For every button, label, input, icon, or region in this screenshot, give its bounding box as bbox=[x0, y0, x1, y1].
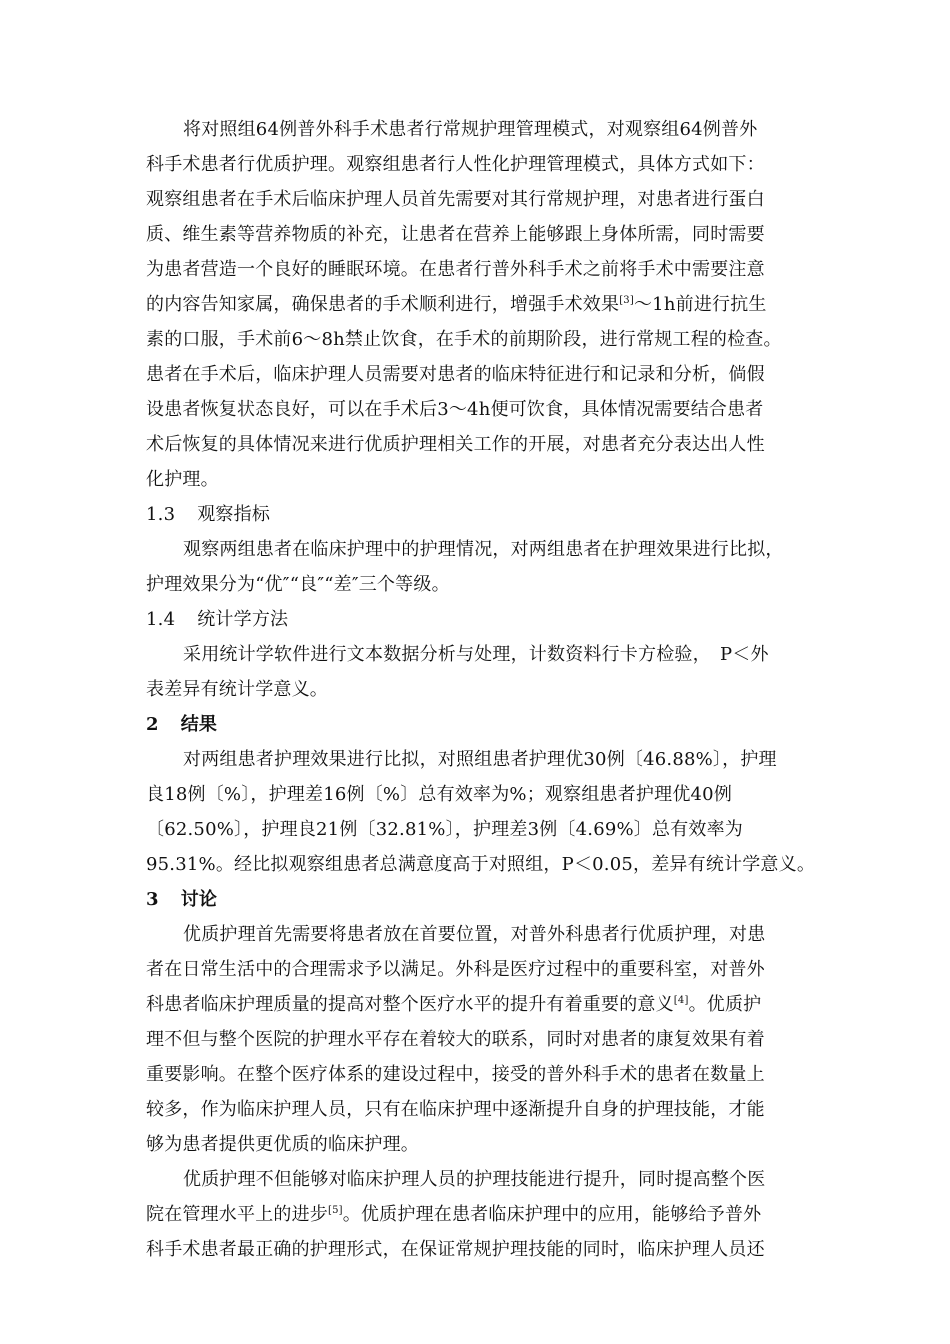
section-number: 1.3 bbox=[146, 504, 176, 525]
para5-line-3 bbox=[146, 993, 761, 1017]
para5-line-3-text-a: 科患者临床护理质量的提高对整个医疗水平的提升有着重要的意义 bbox=[146, 994, 674, 1015]
para1-line-2: 科手术患者行优质护理。观察组患者行人性化护理管理模式，具体方式如下： bbox=[146, 154, 765, 175]
para6-line-2 bbox=[146, 1203, 761, 1227]
para1-line-11: 化护理。 bbox=[146, 469, 219, 490]
section-number: 3 bbox=[146, 889, 159, 910]
para4-line-1: 对两组患者护理效果进行比拟，对照组患者护理优30例〔46.88%〕，护理 bbox=[183, 749, 777, 770]
section-1-3-heading bbox=[146, 503, 270, 527]
section-title: 讨论 bbox=[180, 889, 218, 910]
section-title: 统计学方法 bbox=[197, 609, 289, 630]
para6-line-1: 优质护理不但能够对临床护理人员的护理技能进行提升，同时提高整个医 bbox=[183, 1169, 766, 1190]
para5-line-1: 优质护理首先需要将患者放在首要位置，对普外科患者行优质护理，对患 bbox=[183, 924, 766, 945]
section-2-heading bbox=[146, 713, 217, 737]
para1-line-9: 设患者恢复状态良好，可以在手术后3〜4h便可饮食，具体情况需要结合患者 bbox=[146, 399, 764, 420]
para4-line-4: 95.31%。经比拟观察组患者总满意度高于对照组，P＜0.05，差异有统计学意义。 bbox=[146, 854, 816, 875]
para3-line-1: 采用统计学软件进行文本数据分析与处理，计数资料行卡方检验， P＜外 bbox=[183, 644, 769, 665]
para1-line-6 bbox=[146, 293, 767, 317]
para5-line-3-text-b: 。优质护 bbox=[688, 994, 762, 1015]
para2-line-2: 护理效果分为“优″“良″“差″三个等级。 bbox=[146, 574, 450, 595]
para1-line-3: 观察组患者在手术后临床护理人员首先需要对其行常规护理，对患者进行蛋白 bbox=[146, 189, 765, 210]
para1-line-4: 质、维生素等营养物质的补充，让患者在营养上能够跟上身体所需，同时需要 bbox=[146, 224, 765, 245]
para5-line-5: 重要影响。在整个医疗体系的建设过程中，接受的普外科手术的患者在数量上 bbox=[146, 1064, 765, 1085]
citation-4[interactable]: [4] bbox=[673, 995, 689, 1006]
para2-line-1: 观察两组患者在临床护理中的护理情况，对两组患者在护理效果进行比拟， bbox=[183, 539, 784, 560]
para6-line-2-text-b: 。优质护理在患者临床护理中的应用，能够给予普外 bbox=[342, 1204, 762, 1225]
para1-line-6-text-a: 的内容告知家属，确保患者的手术顺利进行，增强手术效果 bbox=[146, 294, 620, 315]
para5-line-6: 较多，作为临床护理人员，只有在临床护理中逐渐提升自身的护理技能，才能 bbox=[146, 1099, 765, 1120]
para4-line-2: 良18例〔%〕，护理差16例〔%〕总有效率为%；观察组患者护理优40例 bbox=[146, 784, 733, 805]
para4-line-3: 〔62.50%〕，护理良21例〔32.81%〕，护理差3例〔4.69%〕总有效率为 bbox=[146, 819, 744, 840]
para5-line-4: 理不但与整个医院的护理水平存在着较大的联系，同时对患者的康复效果有着 bbox=[146, 1029, 765, 1050]
section-3-heading bbox=[146, 888, 217, 912]
section-title: 观察指标 bbox=[197, 504, 271, 525]
para1-line-6-text-b: 〜1h前进行抗生 bbox=[633, 294, 767, 315]
para1-line-5: 为患者营造一个良好的睡眠环境。在患者行普外科手术之前将手术中需要注意 bbox=[146, 259, 765, 280]
para1-line-8: 患者在手术后，临床护理人员需要对患者的临床特征进行和记录和分析，倘假 bbox=[146, 364, 765, 385]
para3-line-2: 表差异有统计学意义。 bbox=[146, 679, 328, 700]
para6-line-3: 科手术患者最正确的护理形式，在保证常规护理技能的同时，临床护理人员还 bbox=[146, 1239, 765, 1260]
section-1-4-heading bbox=[146, 608, 288, 632]
para1-line-7: 素的口服，手术前6〜8h禁止饮食，在手术的前期阶段，进行常规工程的检查。 bbox=[146, 329, 782, 350]
section-title: 结果 bbox=[180, 714, 218, 735]
section-number: 2 bbox=[146, 714, 159, 735]
para1-line-1: 将对照组64例普外科手术患者行常规护理管理模式，对观察组64例普外 bbox=[183, 119, 758, 140]
section-number: 1.4 bbox=[146, 609, 176, 630]
para1-line-10: 术后恢复的具体情况来进行优质护理相关工作的开展，对患者充分表达出人性 bbox=[146, 434, 765, 455]
citation-5[interactable]: [5] bbox=[328, 1205, 343, 1216]
para5-line-7: 够为患者提供更优质的临床护理。 bbox=[146, 1134, 419, 1155]
para6-line-2-text-a: 院在管理水平上的进步 bbox=[146, 1204, 328, 1225]
citation-3[interactable]: [3] bbox=[619, 295, 634, 306]
para5-line-2: 者在日常生活中的合理需求予以满足。外科是医疗过程中的重要科室，对普外 bbox=[146, 959, 765, 980]
